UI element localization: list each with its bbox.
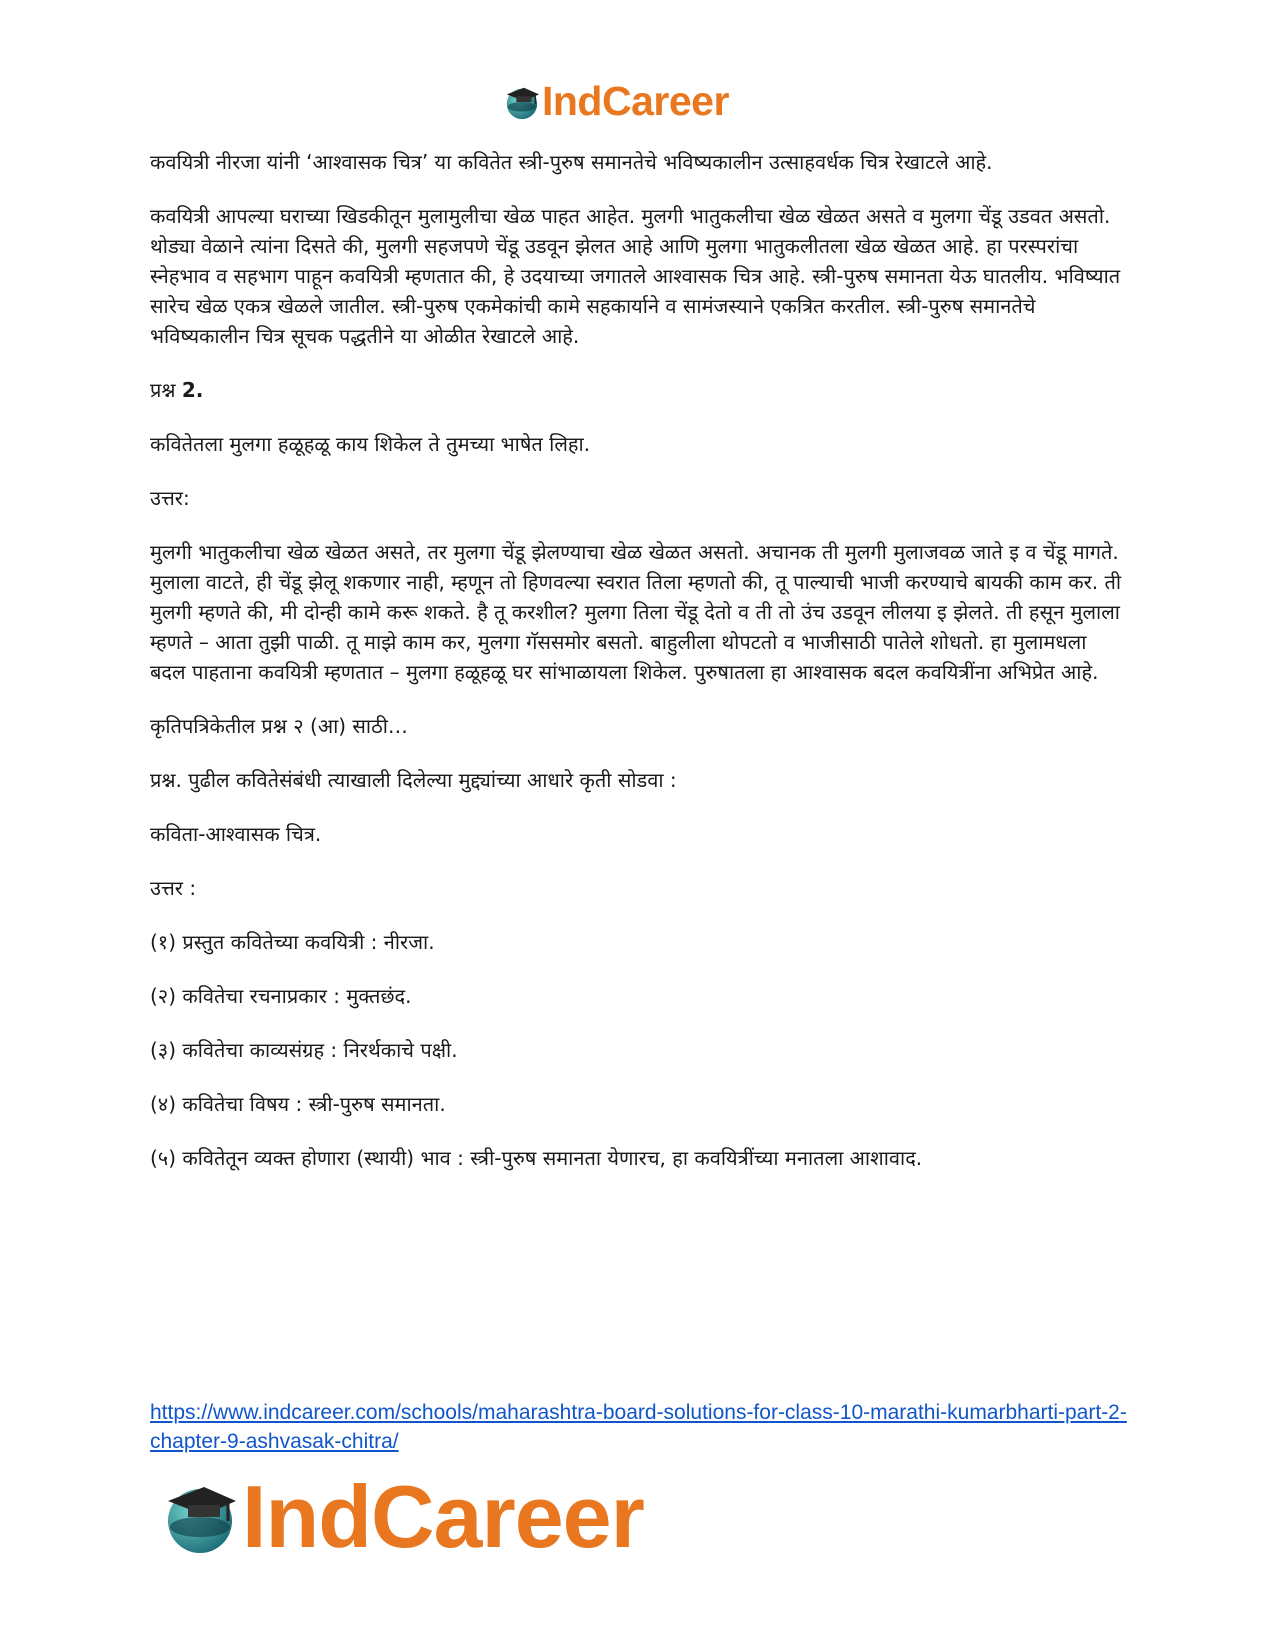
- indcareer-logo-header: [503, 78, 729, 125]
- document-body: [150, 147, 1125, 1197]
- paragraph-intro: कवयित्री नीरजा यांनी ‘आश्वासक चित्र’ या कवितेत स्त्री-पुरुष समानतेचे भविष्यकालीन उत्साहवर्धक चित्र रेखाटले आहे.: [150, 150, 993, 174]
- question-2-text: कवितेतला मुलगा हळूहळू काय शिकेल ते तुमच्या भाषेत लिहा.: [150, 432, 591, 456]
- indcareer-logo-footer: [160, 1466, 644, 1568]
- paragraph-answer: मुलगी भातुकलीचा खेळ खेळत असते, तर मुलगा चेंडू झेलण्याचा खेळ खेळत असतो. अचानक ती मुलगी मुलाजवळ जाते इ व चेंडू मागते. मुलाला वाटते, ही चेंडू झेलू शकणार नाही, म्हणून तो हिणवल्या स्वरात तिला म्हणतो की, तू पाल्याची भाजी करण्याचे बायकी काम कर. ती मुलगी म्हणते की, मी दोन्ही कामे करू शकते. है तू करशील? मुलगा तिला चेंडू देतो व ती तो उंच उडवून लीलया इ झेलते. ती हसून मुलाला म्हणते – आता तुझी पाळी. तू माझे काम कर, मुलगा गॅससमोर बसतो. बाहुलीला थोपटतो व भाजीसाठी पातेले शोधतो. हा मुलामधला बदल पाहताना कवयित्री म्हणतात – मुलगा हळूहळू घर सांभाळायला शिकेल. पुरुषातला हा आश्वासक बदल कवयित्रींना अभिप्रेत आहे.: [150, 540, 1122, 684]
- question-label: प्रश्न: [150, 378, 176, 402]
- task-question: प्रश्न. पुढील कवितेसंबंधी त्याखाली दिलेल्या मुद्द्यांच्या आधारे कृती सोडवा :: [150, 768, 677, 792]
- answer-label: उत्तर:: [150, 486, 190, 510]
- question-2-heading: [150, 375, 1125, 405]
- list-item: (५) कवितेतून व्यक्त होणारा (स्थायी) भाव : स्त्री-पुरुष समानता येणारच, हा कवयित्रींच्या मनातला आशावाद.: [150, 1146, 923, 1170]
- list-item: (४) कवितेचा विषय : स्त्री-पुरुष समानता.: [150, 1092, 446, 1116]
- graduation-globe-icon: [503, 83, 541, 121]
- list-item: (१) प्रस्तुत कवितेच्या कवयित्री : नीरजा.: [150, 930, 435, 954]
- answer-label-2: उत्तर :: [150, 876, 197, 900]
- activity-heading: कृतिपत्रिकेतील प्रश्न २ (आ) साठी…: [150, 714, 408, 738]
- graduation-globe-icon: [160, 1477, 240, 1557]
- paragraph-summary: कवयित्री आपल्या घराच्या खिडकीतून मुलामुलीचा खेळ पाहत आहेत. मुलगी भातुकलीचा खेळ खेळत असते व मुलगा चेंडू उडवत असतो. थोड्या वेळाने त्यांना दिसते की, मुलगी सहजपणे चेंडू उडवून झेलत आहे आणि मुलगा भातुकलीतला खेळ खेळत आहे. हा परस्परांचा स्नेहभाव व सहभाग पाहून कवयित्री म्हणतात की, हे उदयाच्या जगातले आश्वासक चित्र आहे. स्त्री-पुरुष समानता येऊ घातलीय. भविष्यात सारेच खेळ एकत्र खेळले जातील. स्त्री-पुरुष एकमेकांची कामे सहकार्याने व सामंजस्याने एकत्रित करतील. स्त्री-पुरुष समानतेचे भविष्यकालीन चित्र सूचक पद्धतीने या ओळीत रेखाटले आहे.: [150, 204, 1121, 348]
- logo-wordmark: IndCareer: [242, 1467, 644, 1566]
- poem-name: कविता-आश्वासक चित्र.: [150, 822, 322, 846]
- list-item: (३) कवितेचा काव्यसंग्रह : निरर्थकाचे पक्षी.: [150, 1038, 458, 1062]
- source-url-link[interactable]: https://www.indcareer.com/schools/maharashtra-board-solutions-for-class-10-marathi-kumarbharti-part-2-chapter-9-ashvasak-chitra/: [150, 1401, 1127, 1453]
- question-number: 2.: [181, 378, 204, 402]
- logo-wordmark: IndCareer: [542, 78, 729, 124]
- list-item: (२) कवितेचा रचनाप्रकार : मुक्तछंद.: [150, 984, 412, 1008]
